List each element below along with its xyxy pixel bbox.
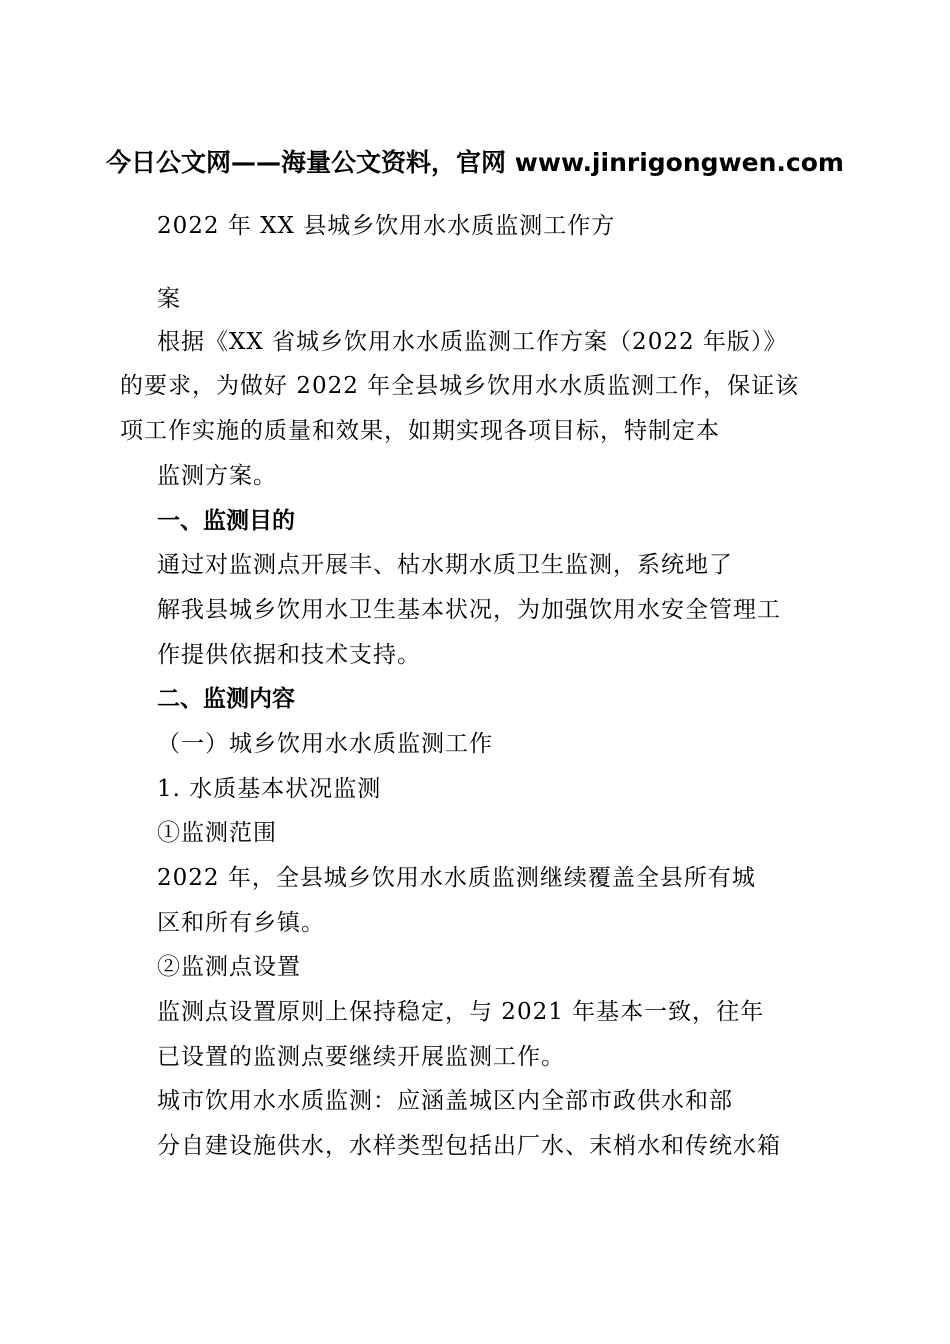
intro-line: 项工作实施的质量和效果，如期实现各项目标，特制定本 (120, 418, 720, 444)
intro-line: 监测方案。 (157, 463, 277, 489)
section1-heading: 一、监测目的 (157, 508, 295, 534)
subsection1-heading: （一）城乡饮用水水质监测工作 (157, 731, 493, 757)
points-line: 城市饮用水水质监测：应涵盖城区内全部市政供水和部 (157, 1088, 733, 1114)
points-line: 监测点设置原则上保持稳定，与 2021 年基本一致，往年 (157, 999, 765, 1025)
document-title-line1: 2022 年 XX 县城乡饮用水水质监测工作方 (157, 213, 616, 239)
section2-heading: 二、监测内容 (157, 686, 295, 712)
points-heading: ②监测点设置 (157, 954, 301, 980)
item1-heading: 1. 水质基本状况监测 (157, 776, 382, 802)
section1-line: 通过对监测点开展丰、枯水期水质卫生监测，系统地了 (157, 552, 733, 578)
scope-line: 区和所有乡镇。 (157, 910, 325, 936)
site-header: 今日公文网——海量公文资料，官网 www.jinrigongwen.com (106, 148, 844, 177)
points-line: 已设置的监测点要继续开展监测工作。 (157, 1044, 565, 1070)
intro-line: 根据《XX 省城乡饮用水水质监测工作方案（2022 年版）》 (157, 329, 788, 355)
document-title-line2: 案 (157, 286, 181, 312)
points-line: 分自建设施供水，水样类型包括出厂水、末梢水和传统水箱 (157, 1133, 781, 1159)
scope-line: 2022 年，全县城乡饮用水水质监测继续覆盖全县所有城 (157, 865, 756, 891)
intro-line: 的要求，为做好 2022 年全县城乡饮用水水质监测工作，保证该 (120, 373, 800, 399)
section1-line: 作提供依据和技术支持。 (157, 642, 421, 668)
section1-line: 解我县城乡饮用水卫生基本状况，为加强饮用水安全管理工 (157, 597, 781, 623)
scope-heading: ①监测范围 (157, 820, 277, 846)
